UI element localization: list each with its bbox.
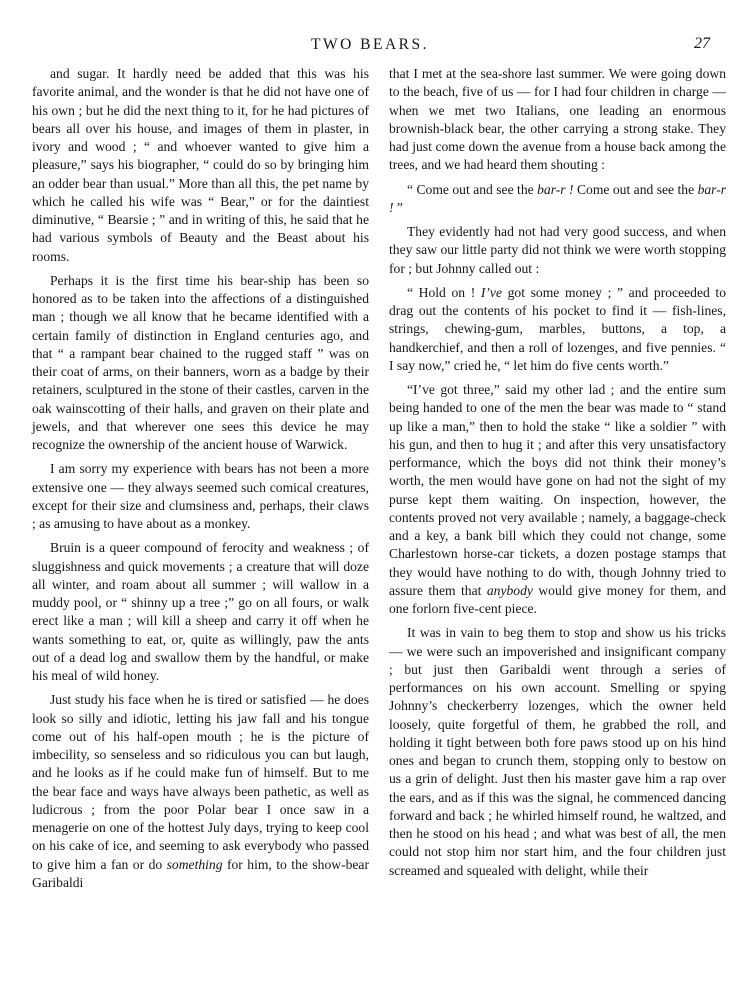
running-header	[30, 34, 710, 58]
paragraph: They evidently had not had very good success, and when they saw our little party did not think we were worth stopping for ; but Johnny called out :	[389, 224, 726, 276]
left-text-column	[32, 65, 369, 898]
paragraph: Perhaps it is the first time his bear-ship has been so honored as to be taken into the affections of a distinguished man ; though we all know that he became identified with a certain family of distinction in England centuries ago, and that “ a rampant bear chained to the rugged staff ” was on their coat of arms, on their banners, worn as a badge by their retainers, sculptured in the stone of their castles, carven in the oak wainscotting of their halls, and graven on their plate and jewels, and that wherever one sees this device he may recognize the ownership of the ancient house of Warwick.	[32, 272, 369, 452]
paragraph: Just study his face when he is tired or satisfied — he does look so silly and idiotic, letting his jaw fall and his tongue come out of his half-open mouth ; he is the picture of imbecility, so senseless and so ridiculous you can but laugh, and he looks as if he could make fun of himself. But to me the bear face and ways have always been pathetic, as well as ludicrous ; from the poor Polar bear I once saw in a menagerie on one of the hottest July days, trying to keep cool on his cake of ice, and seeming to ask everybody who passed to give him a fan or do something for him, to the show-bear Garibaldi	[32, 692, 369, 890]
right-text-column	[389, 65, 726, 886]
page-number: 27	[694, 35, 710, 52]
paragraph: that I met at the sea-shore last summer. We were going down to the beach, five of us — for I had four children in charge — when we met two Italians, one leading an enormous brownish-black bear, the other carrying a strong stake. They had just come down the avenue from a house back among the trees, and we had heard them shouting :	[389, 66, 726, 173]
paragraph: “I’ve got three,” said my other lad ; and the entire sum being handed to one of the men the bear was made to “ stand up like a man,” then to hold the stake “ like a soldier ” with his gun, and then to hug it ; and after this very unsatisfactory performance, which the boys did not think their money’s worth, the men would have gone on had not the sight of my purse kept them waiting. On inspection, however, the contents proved not very available ; namely, a baggage-check and a key, a bank bill which they could not change, some Charlestown horse-car tickets, a dozen postage stamps that they would have nothing to do with, though Johnny tried to assure them that anybody would give money for them, and one forlorn five-cent piece.	[389, 382, 726, 616]
paragraph: “ Hold on ! I’ve got some money ; ” and proceeded to drag out the contents of his pocket to find it — fish-lines, strings, chewing-gum, marbles, buttons, a top, a handkerchief, and then a roll of lozenges, and five pennies. “ I say now,” cried he, “ let him do five cents worth.”	[389, 284, 726, 373]
paragraph: and sugar. It hardly need be added that this was his favorite animal, and the wonder is that he did not have one of his own ; but he did the next thing to it, for he had pictures of bears all over his house, and images of them in plaster, in ivory and wood ; “ and whoever wanted to give him a pleasure,” says his biographer, “ could do so by bringing him an odder bear than usual.” More than all this, the pet name by which he called his wife was “ Bear,” or for the daintiest diminutive, “ Bearsie ; ” and in writing of this, he said that he had various symbols of Beauty and the Beast about his rooms.	[32, 66, 369, 264]
paragraph: “ Come out and see the bar-r ! Come out and see the bar-r ! ”	[389, 181, 727, 215]
paragraph: Bruin is a queer compound of ferocity and weakness ; of sluggishness and quick movements ; a creature that will doze all winter, and roam about all summer ; will wallow in a muddy pool, or “ shinny up a tree ;” go on all fours, or walk erect like a man ; will kill a sheep and carry it off when he wants something to eat, or, quite as willingly, paw the ants out of a dead log and swallow them by the handful, or make his meal of wild honey.	[32, 540, 369, 683]
paragraph: I am sorry my experience with bears has not been a more extensive one — they always seemed such comical creatures, except for their size and clumsiness and, perhaps, their claws ; as amusing to have about as a monkey.	[32, 461, 369, 531]
paragraph: It was in vain to beg them to stop and show us his tricks — we were such an impoverished and insignificant company ; but just then Garibaldi went through a series of performances on his own account. Smelling or spying Johnny’s checkerberry lozenges, which the owner held loosely, quite forgetful of them, he grabbed the roll, and holding it tight between both fore paws stood up on his hind ones and began to crunch them, stopping only to bestow on us a grin of delight. Just then his master gave him a rap over the ears, and as if this was the signal, he commenced dancing forward and back ; he whirled himself round, he waltzed, and then he stood on his head ; and what was best of all, the men could not stop him nor start him, and the four children just screamed and squealed with delight, while their	[389, 625, 726, 878]
page-title: TWO BEARS.	[311, 36, 429, 53]
